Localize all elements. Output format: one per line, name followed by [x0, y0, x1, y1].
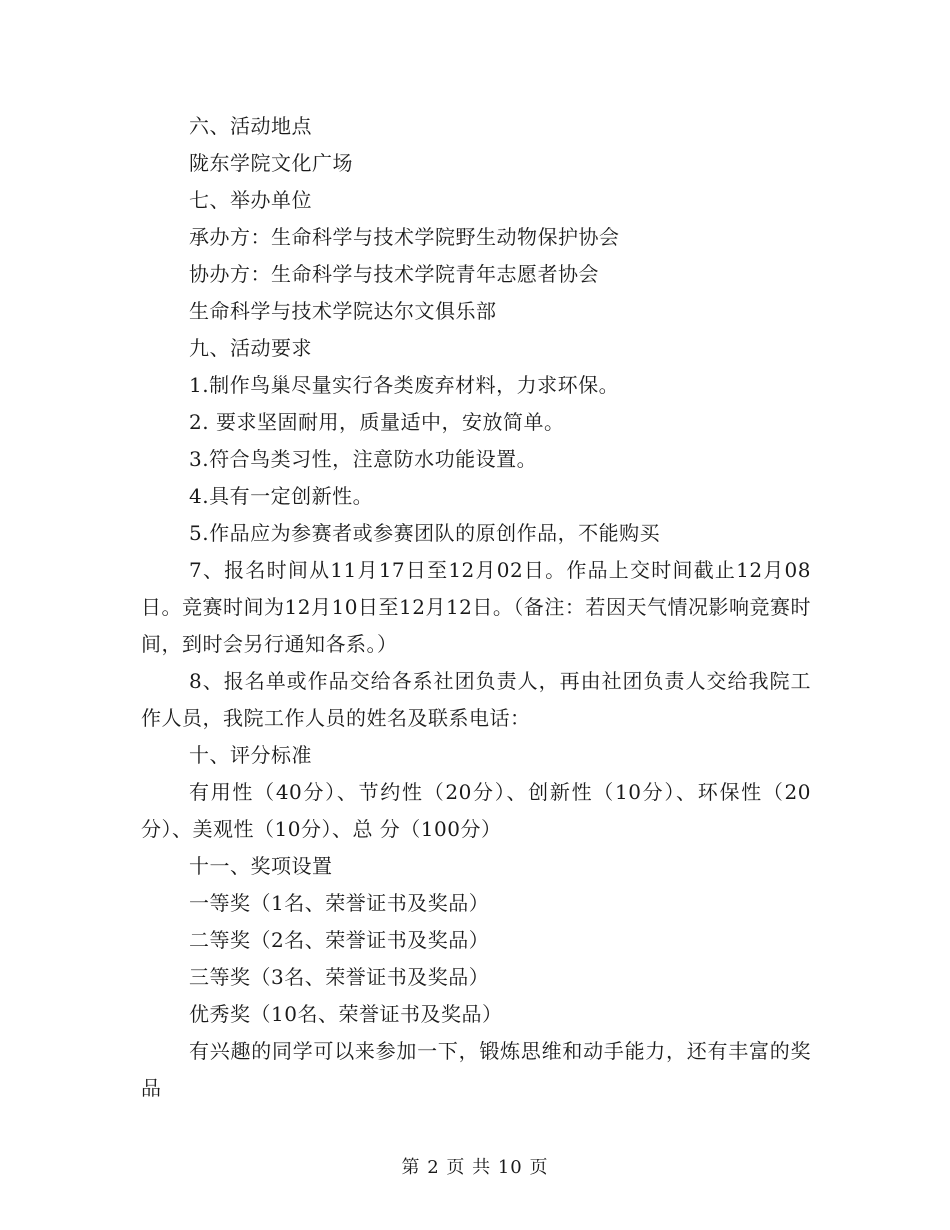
paragraph-host: 承办方：生命科学与技术学院野生动物保护协会 [189, 225, 620, 249]
section-heading-scoring: 十、评分标准 [189, 743, 312, 767]
requirement-item-1: 1.制作鸟巢尽量实行各类废弃材料，力求环保。 [189, 373, 620, 397]
requirement-item-3: 3.符合鸟类习性，注意防水功能设置。 [189, 447, 538, 471]
page-number-footer: 第 2 页 共 10 页 [401, 1157, 549, 1178]
award-first-prize: 一等奖（1名、荣誉证书及奖品） [189, 891, 490, 915]
paragraph-co-host-club: 生命科学与技术学院达尔文俱乐部 [189, 299, 497, 323]
paragraph-submission: 8、报名单或作品交给各系社团负责人，再由社团负责人交给我院工作人员，我院工作人员的姓名及联系电话： [141, 669, 811, 730]
award-third-prize: 三等奖（3名、荣誉证书及奖品） [189, 965, 490, 989]
section-heading-awards: 十一、奖项设置 [189, 854, 333, 878]
requirement-item-4: 4.具有一定创新性。 [189, 484, 374, 508]
paragraph-co-host: 协办方：生命科学与技术学院青年志愿者协会 [189, 262, 599, 286]
paragraph-scoring: 有用性（40分）、节约性（20分）、创新性（10分）、环保性（20分）、美观性（10分）、总 分（100分） [141, 780, 811, 841]
section-heading-location: 六、活动地点 [189, 114, 312, 138]
paragraph-location: 陇东学院文化广场 [189, 151, 353, 175]
section-heading-requirements: 九、活动要求 [189, 336, 312, 360]
award-merit-prize: 优秀奖（10名、荣誉证书及奖品） [189, 1002, 503, 1026]
requirement-item-5: 5.作品应为参赛者或参赛团队的原创作品，不能购买 [189, 521, 661, 545]
requirement-item-2: 2. 要求坚固耐用，质量适中，安放简单。 [189, 410, 565, 434]
section-heading-organizers: 七、举办单位 [189, 188, 312, 212]
paragraph-schedule: 7、报名时间从11月17日至12月02日。作品上交时间截止12月08日。竞赛时间为12月10日至12月12日。（备注：若因天气情况影响竞赛时间，到时会另行通知各系。） [141, 558, 811, 656]
award-second-prize: 二等奖（2名、荣誉证书及奖品） [189, 928, 490, 952]
document-body [141, 108, 811, 1107]
paragraph-invitation: 有兴趣的同学可以来参加一下，锻炼思维和动手能力，还有丰富的奖品 [141, 1039, 811, 1100]
